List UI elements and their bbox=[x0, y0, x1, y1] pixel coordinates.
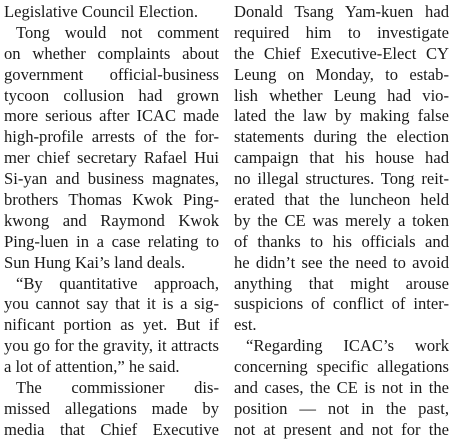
article-text-line: missed allegations made by bbox=[4, 398, 219, 418]
article-text-line: nificant portion as yet. But if bbox=[4, 315, 219, 335]
article-text-line: Sun Hung Kai’s land deals. bbox=[4, 252, 186, 272]
article-text-line: “Regarding ICAC’s work bbox=[246, 336, 449, 356]
article-text-line: position — not in the past, bbox=[234, 398, 449, 418]
article-text-line: the Chief Executive-Elect CY bbox=[234, 43, 449, 63]
article-text-line: kwong and Raymond Kwok bbox=[4, 210, 219, 230]
article-column-left bbox=[4, 2, 219, 441]
article-text-line: Legislative Council Election. bbox=[4, 2, 199, 21]
article-text-line: concerning specific allegations bbox=[234, 357, 449, 377]
article-text-line: lish whether Leung had vio- bbox=[234, 85, 449, 105]
article-text-line: government official-business bbox=[4, 64, 219, 84]
article-column-right bbox=[234, 2, 449, 441]
article-text-line: no illegal structures. Tong reit- bbox=[234, 169, 449, 189]
article-text-line: and cases, the CE is not in the bbox=[234, 378, 449, 398]
article-text-line: of thanks to his officials and bbox=[234, 231, 449, 251]
article-text-line: brothers Thomas Kwok Ping- bbox=[4, 190, 219, 210]
article-text-line: “By quantitative approach, bbox=[16, 273, 219, 293]
article-text-line: suspicions of conflict of inter- bbox=[234, 294, 449, 314]
article-text-line: mer chief secretary Rafael Hui bbox=[4, 148, 219, 168]
article-text-line: The commissioner dis- bbox=[16, 378, 219, 398]
article-text-line: Ping-luen in a case relating to bbox=[4, 231, 219, 251]
article-text-line: required him to investigate bbox=[234, 22, 449, 42]
article-text-line: est. bbox=[234, 315, 257, 335]
article-text-line: on whether complaints about bbox=[4, 43, 219, 63]
article-text-line: not at present and not for the bbox=[234, 419, 449, 439]
article-text-line: Tong would not comment bbox=[16, 22, 219, 42]
article-text-line: statements during the election bbox=[234, 127, 449, 147]
article-text-line: tycoon collusion had grown bbox=[4, 85, 219, 105]
article-text-line: more serious after ICAC made bbox=[4, 106, 219, 126]
article-text-line: Si-yan and business magnates, bbox=[4, 169, 219, 189]
article-text-line: lated the law by making false bbox=[234, 106, 449, 126]
article-text-line: high-profile arrests of the for- bbox=[4, 127, 219, 147]
article-text-line: you cannot say that it is a sig- bbox=[4, 294, 219, 314]
article-text-line: campaign that his house had bbox=[234, 148, 449, 168]
article-text-line: you go for the gravity, it attracts bbox=[4, 336, 219, 356]
article-text-line: Donald Tsang Yam-kuen had bbox=[234, 2, 449, 21]
article-text-line: a lot of attention,” he said. bbox=[4, 357, 180, 377]
article-text-line: Leung on Monday, to estab- bbox=[234, 64, 449, 84]
article-text-line: anything that might arouse bbox=[234, 273, 449, 293]
article-text-line: erated that the luncheon held bbox=[234, 190, 449, 210]
article-text-line: media that Chief Executive bbox=[4, 419, 219, 439]
article-text-line: by the CE was merely a token bbox=[234, 210, 449, 230]
article-text-line: he didn’t see the need to avoid bbox=[234, 252, 449, 272]
